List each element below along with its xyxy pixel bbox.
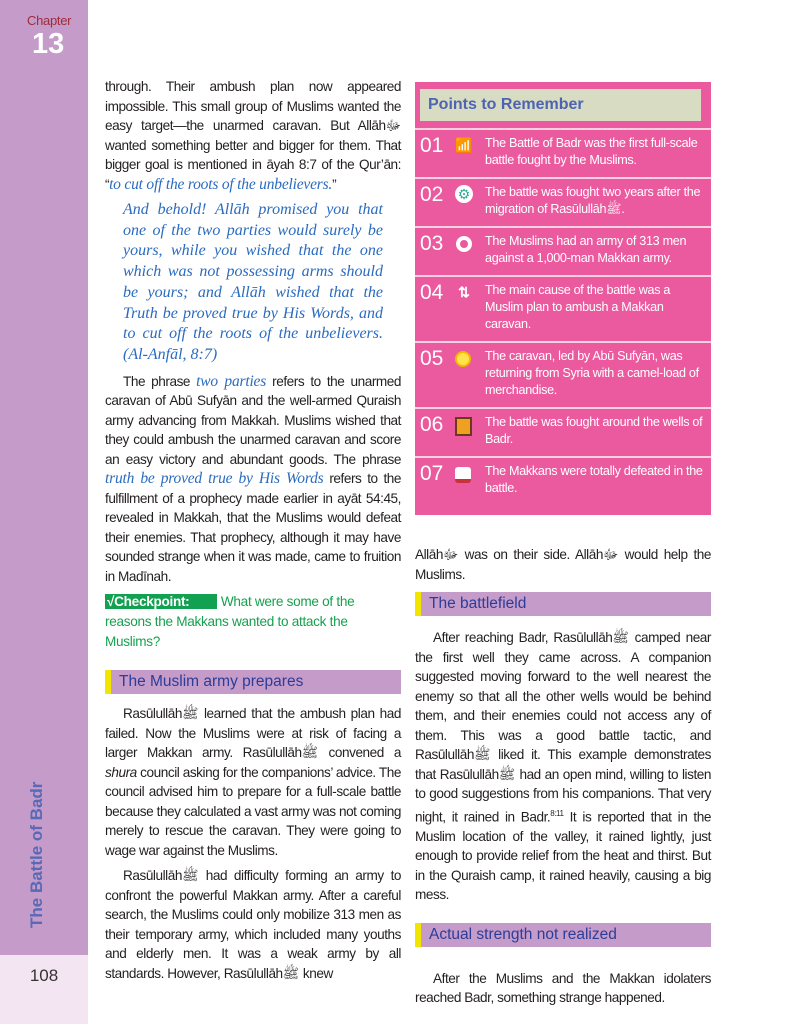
point-item [415,128,711,177]
left-paragraph-4: Rasūlullāhﷺ had difficulty forming an army to confront the powerful Makkan army. After a careful search, the Muslims could only mobilize 313 men as their temporary army, which included many youths and elderly men. It was a weak army by all standards. However, Rasūlullāhﷺ knew [105,868,401,981]
left-paragraph-1 [105,77,401,194]
text: Rasūlullāhﷺ learned that the ambush plan had failed. Now the Muslims were at risk of facing a larger Makkan army. Rasūlullāhﷺ convened a [105,706,401,761]
text: After the Muslims and the Makkan idolaters reached Badr, something strange happened. [415,970,711,1006]
point-text: The caravan, led by Abū Sufyān, was returning from Syria with a camel-load of merchandise. [485,349,699,397]
point-text: The Muslims had an army of 313 men against a 1,000-man Makkan army. [485,234,687,265]
text: refers to the fulfillment of a prophecy made earlier in ayāt 54:45, revealed in Makkah, that the Muslims would defeat their enemies. That prophecy, although it may have sounded strange when it was made, came to fruition in Madīnah. [105,471,402,584]
text: council asking for the companions’ advice. The council advised him to prepare for a full-scale battle because they calculated a vast army was not coming merely to rescue the caravan. They were going to wage war against the Muslims. [105,764,401,858]
point-number: 03 [420,232,444,255]
globe-icon [455,351,471,367]
point-text: The battle was fought two years after the migration of Rasūlullāhﷺ. [485,185,701,216]
point-number: 06 [420,413,444,436]
left-column [105,77,401,983]
point-number: 07 [420,462,444,485]
checkpoint [105,592,401,652]
footnote-ref: 8:11 [550,808,564,818]
quote-inline: to cut off the roots of the unbelievers. [109,175,333,193]
phrase: two parties [196,372,267,390]
gears-icon: ⚙ [455,185,473,203]
ring-icon [456,236,472,252]
text: through. Their ambush plan now appeared impossible. This small group of Muslims wanted the easy target—the unarmed caravan. But Allāhﷻ wanted something better and bigger for them. That bigger goal is mentioned in āyah 8:7 of the Qur’ān: “ [105,79,401,192]
section-heading: Actual strength not realized [415,923,711,947]
point-item [415,407,711,456]
text: ” [332,176,337,192]
point-text: The battle was fought around the wells of Badr. [485,415,703,446]
checkpoint-badge: √Checkpoint: [105,594,217,609]
point-item [415,456,711,505]
point-item [415,177,711,226]
quran-quote: And behold! Allāh promised you that one of the two parties would surely be yours, while you wished that the one which was not possessing arms should be yours; and Allāh wished that the Truth be proved true by His Words, and to cut off the roots of the unbelievers. (Al-Anfāl, 8:7) [123,201,383,363]
point-number: 02 [420,183,444,206]
arrows-icon: ⇅ [458,284,470,300]
points-to-remember-box [415,82,711,515]
right-paragraph-3 [415,969,711,1008]
text: refers to the unarmed caravan of Abū Sufyān and the well-armed Quraish army advancing from Makkah. Muslims wished that they could ambush the unarmed caravan and score an easy victory and abundant goods. The phrase [105,373,402,467]
section-heading: The Muslim army prepares [105,670,401,694]
chapter-label: Chapter [27,13,72,28]
checkpoint-question: What were some of the reasons the Makkans wanted to attack the Muslims? [105,594,355,650]
text: The phrase [123,373,197,389]
calculator-icon [455,417,472,436]
point-item [415,341,711,407]
point-text: The Makkans were totally defeated in the battle. [485,464,703,495]
text: After reaching Badr, Rasūlullāhﷺ camped near the first well they came across. A companion suggested moving forward to the well nearest the enemy so that all the other wells would be behind them, and their enemies could not access any of them. This was a good battle tactic, and Rasūlullāhﷺ liked it. This example demonstrates that Rasūlullāhﷺ had an open mind, willing to listen to good suggestions from his companions. That very night, it rained in Badr. [415,630,711,825]
phrase: truth be proved true by His Words [105,470,324,488]
right-column [415,82,711,1008]
point-text: The main cause of the battle was a Muslim plan to ambush a Makkan caravan. [485,283,671,331]
point-number: 04 [420,281,444,304]
books-icon [455,467,471,483]
point-number: 05 [420,347,444,370]
point-number: 01 [420,134,444,157]
points-title: Points to Remember [420,89,701,121]
point-item [415,226,711,275]
bar-chart-icon: 📶 [455,137,473,153]
page-number: 108 [29,966,59,985]
left-paragraph-3 [105,704,401,983]
text: It is reported that in the Muslim location of the valley, it rained lightly, just enough to provide relief from the heat and thirst. But in the Quraish camp, it rained heavily, causing a big mess. [415,809,711,903]
right-paragraph-1: Allāhﷻ was on their side. Allāhﷻ would help the Muslims. [415,547,711,582]
point-item [415,275,711,341]
right-paragraph-2 [415,628,711,905]
side-title: The Battle of Badr [27,781,46,928]
left-paragraph-2 [105,372,401,587]
section-heading: The battlefield [415,592,711,616]
chapter-number: 13 [32,28,65,60]
point-text: The Battle of Badr was the first full-scale battle fought by the Muslims. [485,136,698,167]
term: shura [105,764,137,780]
